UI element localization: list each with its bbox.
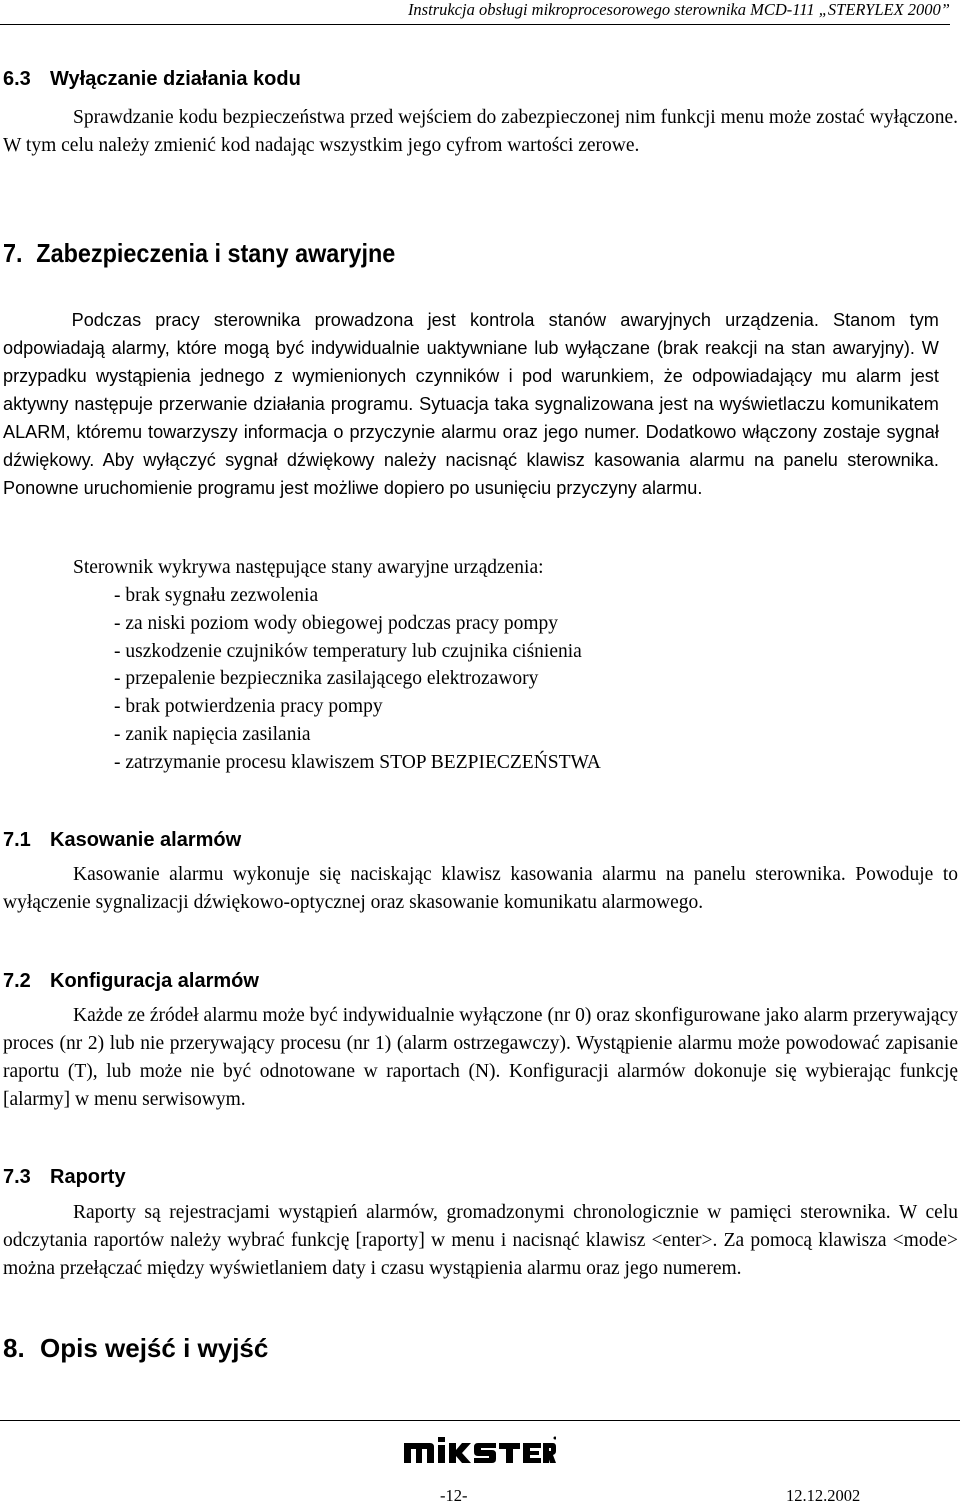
mikster-logo [404, 1435, 556, 1465]
section-number: 7. [3, 238, 23, 268]
list-item: - brak sygnału zezwolenia [114, 585, 319, 606]
footer-rule [0, 1420, 960, 1421]
section-title: Wyłączanie działania kodu [50, 68, 301, 90]
section-title: Konfiguracja alarmów [50, 970, 259, 992]
page-number: -12- [440, 1486, 468, 1505]
list-item: - zanik napięcia zasilania [114, 723, 311, 745]
list-item: - zatrzymanie procesu klawiszem STOP BEZPIECZEŃSTWA [114, 751, 601, 773]
section-title: Raporty [50, 1166, 126, 1188]
section-number: 7.2 [3, 970, 31, 992]
paragraph-6-3: Sprawdzanie kodu bezpieczeństwa przed wejściem do zabezpieczonej nim funkcji menu może zostać wyłączone. W tym celu należy zmienić kod nadając wszystkim jego cyfrom wartości zerowe. [3, 107, 958, 156]
section-number: 6.3 [3, 68, 31, 90]
section-number: 7.3 [3, 1166, 31, 1188]
paragraph-7-1: Kasowanie alarmu wykonuje się naciskając klawisz kasowania alarmu na panelu sterownika. Powoduje to wyłączenie sygnalizacji dźwiękowo-optycznej oraz skasowanie komunikatu alarmowego. [3, 864, 958, 913]
list-item: - uszkodzenie czujników temperatury lub czujnika ciśnienia [114, 640, 582, 662]
section-heading-7 [3, 238, 395, 269]
list-item: - za niski poziom wody obiegowej podczas pracy pompy [114, 612, 559, 634]
list-intro: Sterownik wykrywa następujące stany awaryjne urządzenia: [73, 557, 544, 578]
section-heading-7-2 [3, 970, 259, 993]
list-item: - brak potwierdzenia pracy pompy [114, 696, 383, 718]
document-date: 12.12.2002 [786, 1486, 861, 1505]
section-heading-7-1 [3, 829, 241, 852]
paragraph-7-3: Raporty są rejestracjami wystąpień alarmów, gromadzonymi chronologicznie w pamięci sterownika. W celu odczytania raportów należy wybrać funkcję [raporty] w menu i nacisnąć klawisz <enter>. Za pomocą klawisza <mode> można przełączać między wyświetlaniem daty i czasu wystąpienia alarmu oraz jego numerem. [3, 1202, 958, 1279]
section-heading-6-3 [3, 68, 301, 91]
section-title: Zabezpieczenia i stany awaryjne [36, 238, 396, 268]
section-title: Kasowanie alarmów [50, 829, 242, 851]
paragraph-7-2: Każde ze źródeł alarmu może być indywidualnie wyłączone (nr 0) oraz skonfigurowane jako alarm przerywający proces (nr 2) lub nie przerywający procesu (nr 1) (alarm ostrzegawczy). Wystąpienie alarmu może powodować zapisanie raportu (T), lub może nie być odnotowane w raportach (N). Konfiguracji alarmów dokonuje się wybierając funkcję [alarmy] w menu serwisowym. [3, 1005, 958, 1110]
section-heading-7-3 [3, 1166, 126, 1189]
alarm-state-list [114, 582, 601, 777]
section-number: 8. [3, 1333, 25, 1363]
list-item: - przepalenie bezpiecznika zasilającego elektrozawory [114, 668, 539, 690]
section-title: Opis wejść i wyjść [40, 1333, 269, 1363]
section-number: 7.1 [3, 829, 31, 851]
running-header: Instrukcja obsługi mikroprocesorowego sterownika MCD-111 „STERYLEX 2000” [0, 0, 950, 25]
section-heading-8 [3, 1333, 268, 1364]
paragraph-7: Podczas pracy sterownika prowadzona jest kontrola stanów awaryjnych urządzenia. Stanom tym odpowiadają alarmy, które mogą być indywidualnie uaktywniane lub wyłączane (brak reakcji na stan awaryjny). W przypadku wystąpienia jednego z wymienionych czynników i pod warunkiem, że odpowiadający mu alarm jest aktywny następuje przerwanie działania programu. Sytuacja taka sygnalizowana jest na wyświetlaczu komunikatem ALARM, któremu towarzyszy informacja o przyczynie alarmu oraz jego numer. Dodatkowo włączony zostaje sygnał dźwiękowy. Aby wyłączyć sygnał dźwiękowy należy nacisnąć klawisz kasowania alarmu na panelu sterownika. Ponowne uruchomienie programu jest możliwe dopiero po usunięciu przyczyny alarmu. [3, 309, 939, 498]
